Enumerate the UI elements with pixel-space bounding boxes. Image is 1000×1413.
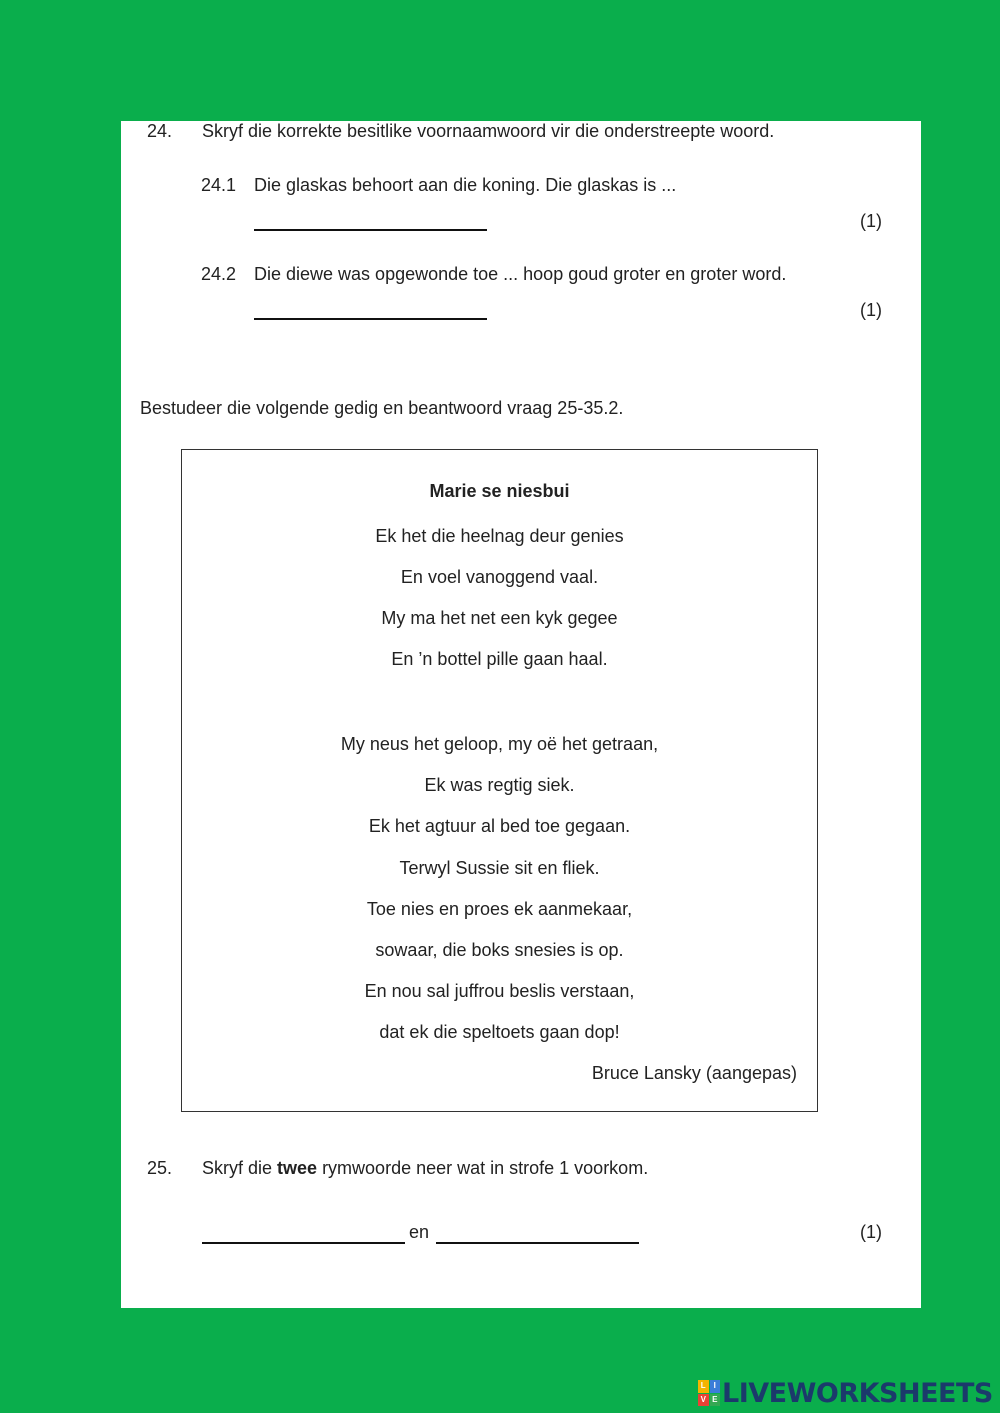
poem-box: [181, 449, 818, 1112]
question-24-number: 24.: [147, 121, 173, 141]
question-25-text-end: rymwoorde neer wat in strofe 1 voorkom.: [317, 1158, 649, 1178]
logo-letter-i: I: [710, 1380, 721, 1393]
question-25-text-bold: twee: [277, 1158, 318, 1178]
logo-letter-l: L: [698, 1380, 709, 1393]
answer-line-25-b[interactable]: [436, 1242, 639, 1244]
worksheet-page: [121, 121, 921, 1308]
question-24-1-number: 24.1: [201, 175, 237, 195]
poem-line: Toe nies en proes ek aanmekaar,: [366, 899, 633, 919]
poem-line: Ek het agtuur al bed toe gegaan.: [368, 816, 631, 836]
logo-text: LIVEWORKSHEETS: [722, 1377, 993, 1409]
poem-line: My ma het net een kyk gegee: [381, 608, 618, 628]
question-24-1-mark: (1): [860, 211, 882, 231]
question-25-connector: en: [409, 1222, 430, 1242]
question-24-1-text: Die glaskas behoort aan die koning. Die glaskas is ...: [254, 175, 677, 195]
answer-line-24-1[interactable]: [254, 229, 487, 231]
poem-instruction: Bestudeer die volgende gedig en beantwoord vraag 25-35.2.: [140, 398, 624, 418]
answer-line-25-a[interactable]: [202, 1242, 405, 1244]
poem-line: En nou sal juffrou beslis verstaan,: [364, 981, 635, 1001]
poem-line: dat ek die speltoets gaan dop!: [379, 1022, 620, 1042]
question-25-mark: (1): [860, 1222, 882, 1242]
logo-letter-e: E: [710, 1394, 721, 1407]
question-25-text-start: Skryf die: [202, 1158, 278, 1178]
logo-letter-v: V: [698, 1394, 709, 1407]
poem-title: Marie se niesbui: [429, 481, 570, 501]
poem-author: Bruce Lansky (aangepas): [591, 1063, 797, 1083]
poem-line: sowaar, die boks snesies is op.: [375, 940, 624, 960]
poem-line: En ’n bottel pille gaan haal.: [391, 649, 608, 669]
logo-icon: [698, 1380, 720, 1406]
question-24-text: Skryf die korrekte besitlike voornaamwoord vir die onderstreepte woord.: [202, 121, 775, 141]
poem-line: Ek was regtig siek.: [424, 775, 575, 795]
liveworksheets-logo: [698, 1378, 993, 1408]
answer-line-24-2[interactable]: [254, 318, 487, 320]
question-24-2-mark: (1): [860, 300, 882, 320]
question-25-text: [202, 1158, 648, 1179]
poem-line: En voel vanoggend vaal.: [400, 567, 599, 587]
poem-line: Terwyl Sussie sit en fliek.: [399, 858, 600, 878]
question-24-2-number: 24.2: [201, 264, 237, 284]
question-24-2-text: Die diewe was opgewonde toe ... hoop goud groter en groter word.: [254, 264, 787, 284]
poem-line: My neus het geloop, my oë het getraan,: [340, 734, 659, 754]
question-25-number: 25.: [147, 1158, 173, 1178]
poem-line: Ek het die heelnag deur genies: [375, 526, 624, 546]
